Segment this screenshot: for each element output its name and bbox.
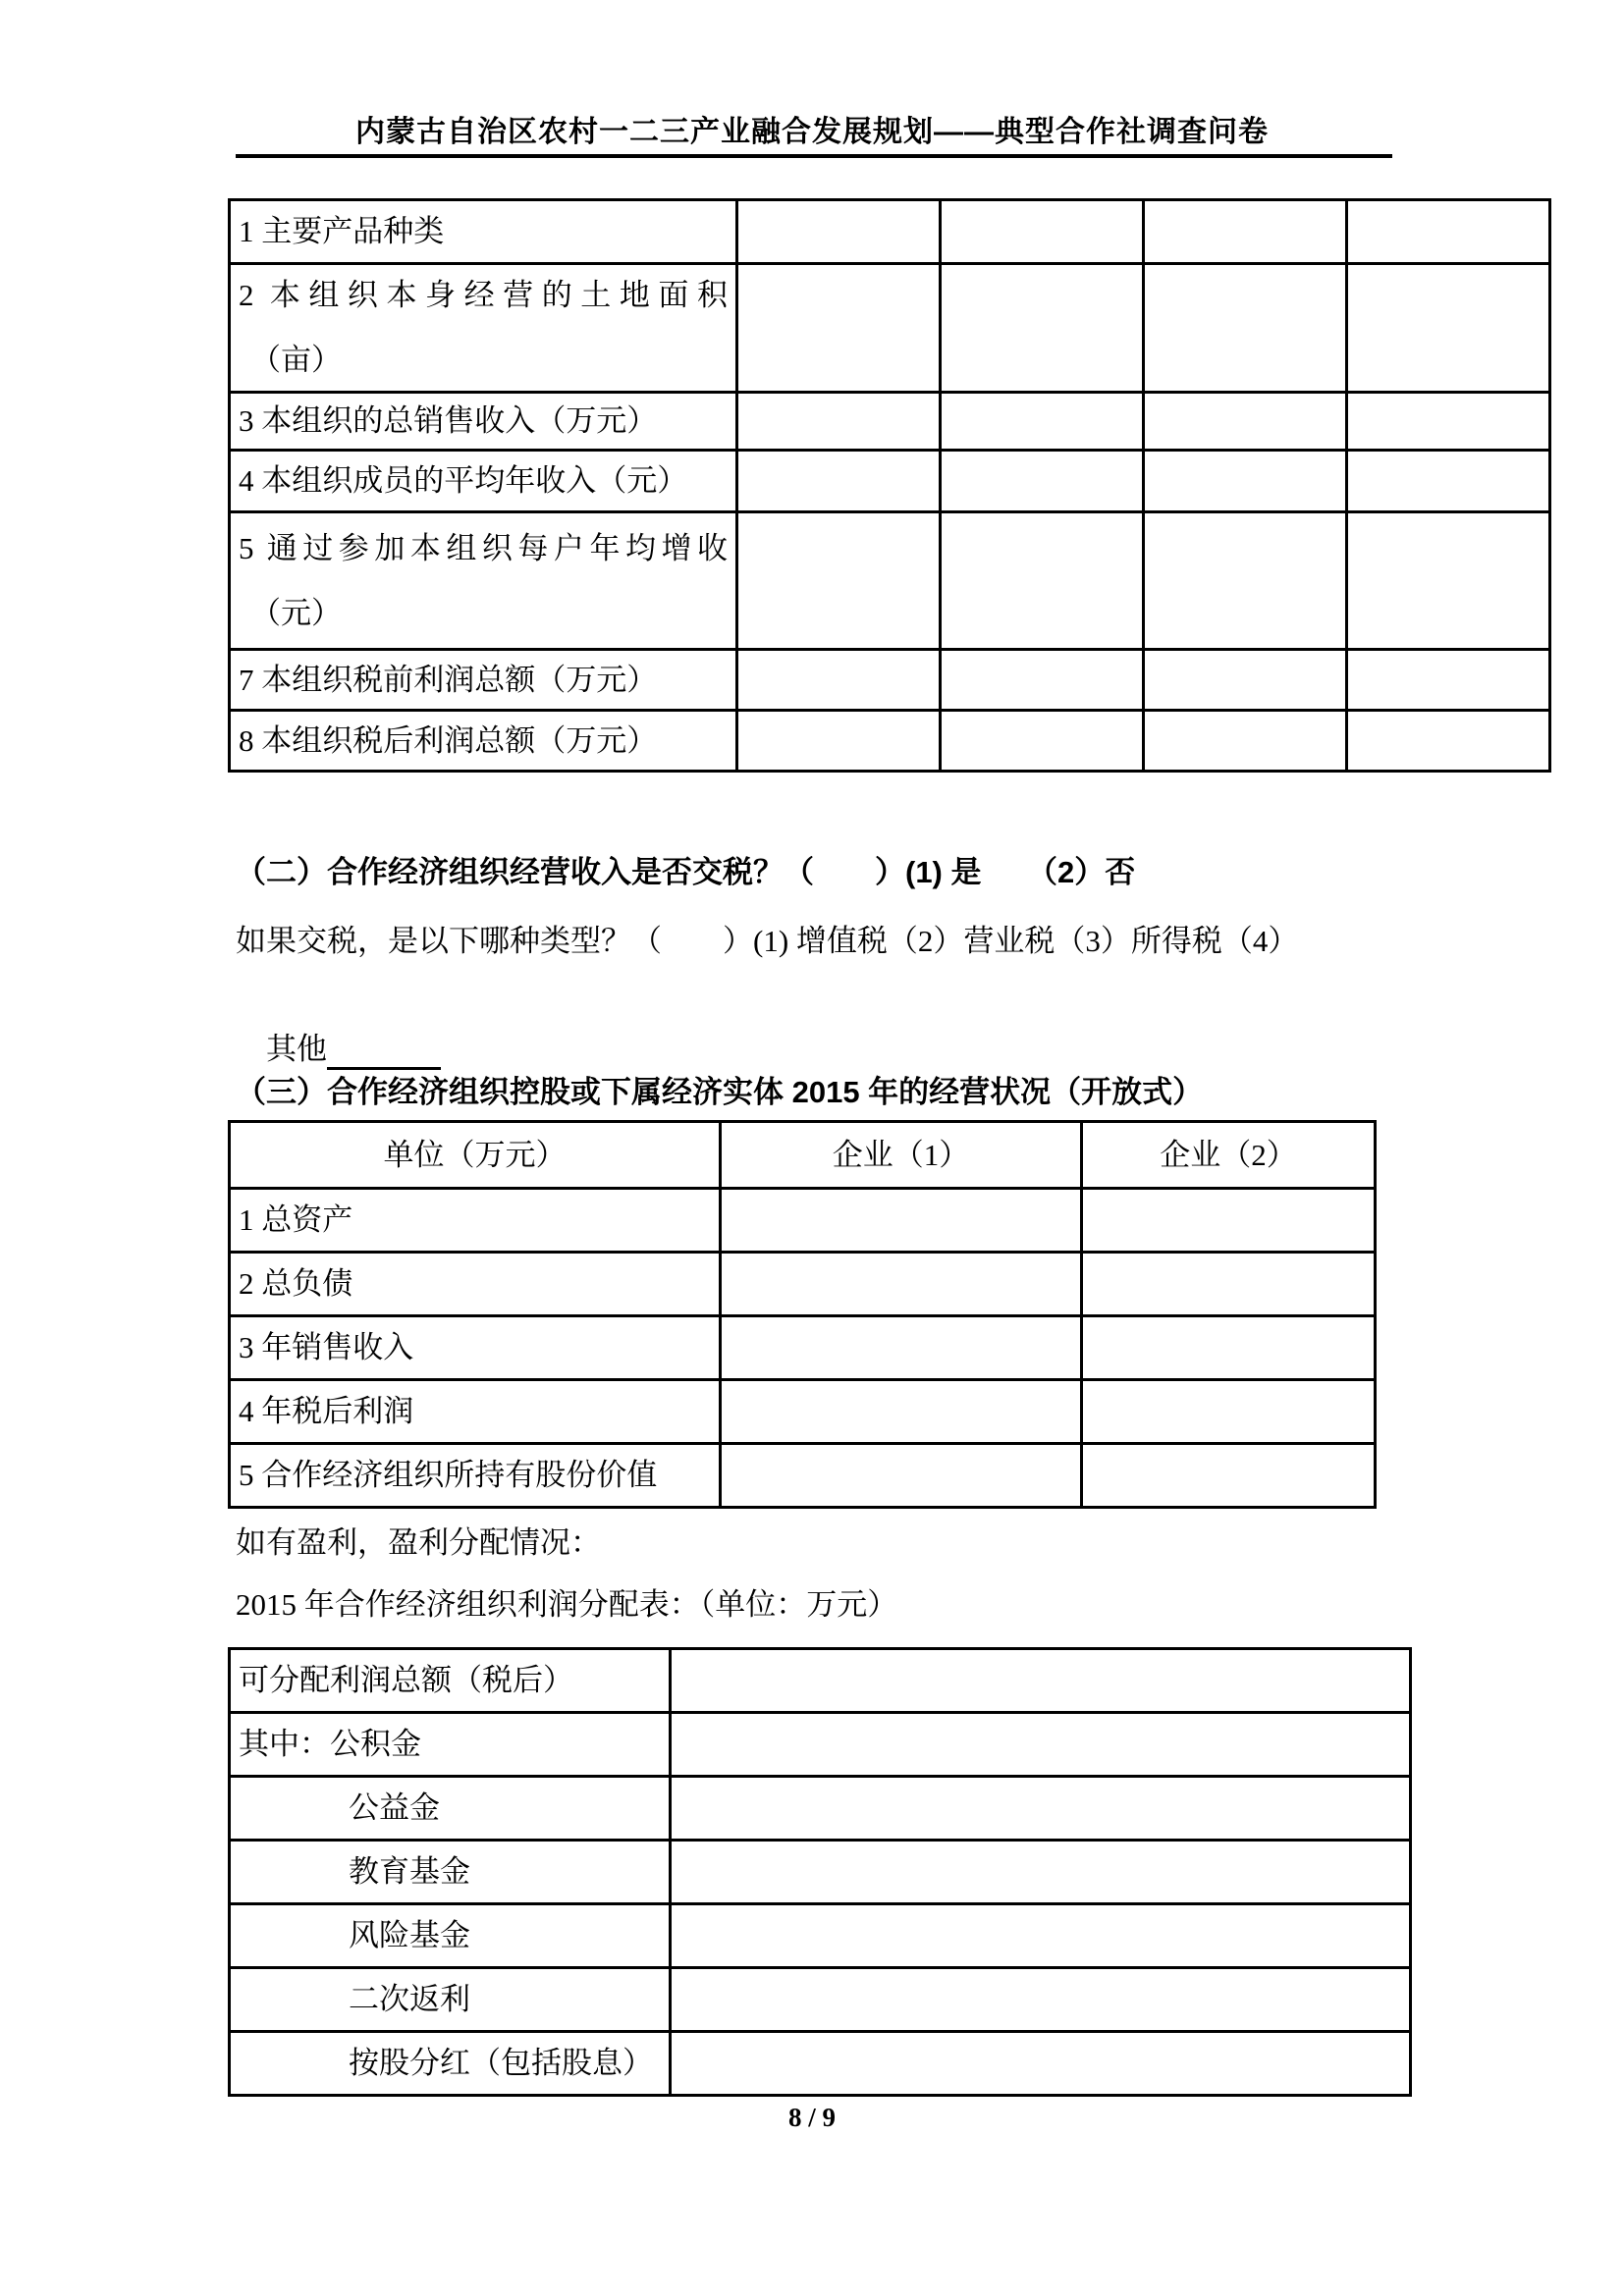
fill-in-cell[interactable] xyxy=(1347,200,1550,264)
fill-in-cell[interactable] xyxy=(737,200,941,264)
fill-in-cell[interactable] xyxy=(721,1253,1082,1316)
table-header-row xyxy=(230,1122,1376,1189)
fill-in-cell[interactable] xyxy=(1082,1253,1376,1316)
fill-in-cell[interactable] xyxy=(1082,1189,1376,1253)
fill-in-cell[interactable] xyxy=(1347,650,1550,711)
table-row xyxy=(230,2032,1411,2096)
row-label: 4 年税后利润 xyxy=(230,1380,721,1444)
row-label: 按股分红（包括股息） xyxy=(230,2032,671,2096)
page-number: 8 / 9 xyxy=(787,2103,836,2132)
fill-in-cell[interactable] xyxy=(1347,512,1550,650)
fill-in-cell[interactable] xyxy=(737,264,941,393)
table-row xyxy=(230,1841,1411,1904)
other-fill-in-blank[interactable] xyxy=(327,1032,441,1070)
fill-in-cell[interactable] xyxy=(1082,1380,1376,1444)
row-label: 3 本组织的总销售收入（万元） xyxy=(230,393,737,451)
row-label: 1 主要产品种类 xyxy=(230,200,737,264)
table-row xyxy=(230,264,1550,393)
profit-distribution-table xyxy=(228,1647,1412,2097)
table-row xyxy=(230,1189,1376,1253)
fill-in-cell[interactable] xyxy=(721,1316,1082,1380)
fill-in-cell[interactable] xyxy=(1082,1444,1376,1508)
section2-line2: 如果交税，是以下哪种类型？（ ）(1) 增值税（2）营业税（3）所得税（4） xyxy=(236,924,1299,958)
fill-in-cell[interactable] xyxy=(1347,264,1550,393)
row-label: 3 年销售收入 xyxy=(230,1316,721,1380)
operations-table xyxy=(228,198,1551,773)
fill-in-cell[interactable] xyxy=(671,1968,1411,2032)
enterprise-status-table xyxy=(228,1120,1377,1509)
table-row xyxy=(230,1713,1411,1777)
row-label: 其中：公积金 xyxy=(230,1713,671,1777)
table-row xyxy=(230,1777,1411,1841)
row-label: 2 总负债 xyxy=(230,1253,721,1316)
row-label: 5 合作经济组织所持有股份价值 xyxy=(230,1444,721,1508)
table-row xyxy=(230,1444,1376,1508)
profit-table-caption: 2015 年合作经济组织利润分配表：（单位：万元） xyxy=(236,1587,898,1622)
fill-in-cell[interactable] xyxy=(737,512,941,650)
fill-in-cell[interactable] xyxy=(671,1713,1411,1777)
fill-in-cell[interactable] xyxy=(941,711,1144,772)
fill-in-cell[interactable] xyxy=(941,451,1144,512)
table-row xyxy=(230,1316,1376,1380)
header-rule xyxy=(236,154,1392,158)
table-row xyxy=(230,650,1550,711)
fill-in-cell[interactable] xyxy=(671,1777,1411,1841)
fill-in-cell[interactable] xyxy=(737,650,941,711)
fill-in-cell[interactable] xyxy=(941,393,1144,451)
row-label: 二次返利 xyxy=(230,1968,671,2032)
table-row xyxy=(230,1904,1411,1968)
fill-in-cell[interactable] xyxy=(1144,451,1347,512)
profit-note: 如有盈利，盈利分配情况： xyxy=(236,1525,601,1560)
fill-in-cell[interactable] xyxy=(737,393,941,451)
fill-in-cell[interactable] xyxy=(941,200,1144,264)
row-label: 公益金 xyxy=(230,1777,671,1841)
table-row xyxy=(230,512,1550,650)
column-header: 企业（1） xyxy=(721,1122,1082,1189)
row-label: 1 总资产 xyxy=(230,1189,721,1253)
fill-in-cell[interactable] xyxy=(737,451,941,512)
table-row xyxy=(230,1253,1376,1316)
row-label: 8 本组织税后利润总额（万元） xyxy=(230,711,737,772)
fill-in-cell[interactable] xyxy=(671,1904,1411,1968)
section2-heading: （二）合作经济组织经营收入是否交税？（ ）(1) 是 （2）否 xyxy=(236,855,1136,889)
fill-in-cell[interactable] xyxy=(941,512,1144,650)
table-row xyxy=(230,393,1550,451)
table-row xyxy=(230,711,1550,772)
fill-in-cell[interactable] xyxy=(1347,393,1550,451)
fill-in-cell[interactable] xyxy=(671,2032,1411,2096)
fill-in-cell[interactable] xyxy=(737,711,941,772)
fill-in-cell[interactable] xyxy=(1144,200,1347,264)
fill-in-cell[interactable] xyxy=(1144,512,1347,650)
fill-in-cell[interactable] xyxy=(1144,711,1347,772)
fill-in-cell[interactable] xyxy=(721,1444,1082,1508)
section3-heading: （三）合作经济组织控股或下属经济实体 2015 年的经营状况（开放式） xyxy=(236,1075,1204,1109)
fill-in-cell[interactable] xyxy=(721,1380,1082,1444)
fill-in-cell[interactable] xyxy=(941,650,1144,711)
fill-in-cell[interactable] xyxy=(1144,393,1347,451)
column-header: 单位（万元） xyxy=(230,1122,721,1189)
table-row xyxy=(230,451,1550,512)
row-label: 风险基金 xyxy=(230,1904,671,1968)
other-label: 其他 xyxy=(266,1032,327,1066)
row-label: 可分配利润总额（税后） xyxy=(230,1649,671,1713)
fill-in-cell[interactable] xyxy=(721,1189,1082,1253)
fill-in-cell[interactable] xyxy=(1144,650,1347,711)
fill-in-cell[interactable] xyxy=(671,1649,1411,1713)
row-label: 5 通过参加本组织每户年均增收 （元） xyxy=(230,512,737,650)
page-title: 内蒙古自治区农村一二三产业融合发展规划——典型合作社调查问卷 xyxy=(355,116,1269,148)
fill-in-cell[interactable] xyxy=(1347,451,1550,512)
row-label: 4 本组织成员的平均年收入（元） xyxy=(230,451,737,512)
fill-in-cell[interactable] xyxy=(941,264,1144,393)
column-header: 企业（2） xyxy=(1082,1122,1376,1189)
row-label: 2 本组织本身经营的土地面积 （亩） xyxy=(230,264,737,393)
fill-in-cell[interactable] xyxy=(1144,264,1347,393)
table-row xyxy=(230,1649,1411,1713)
table-row xyxy=(230,1968,1411,2032)
row-label: 教育基金 xyxy=(230,1841,671,1904)
fill-in-cell[interactable] xyxy=(1082,1316,1376,1380)
row-label: 7 本组织税前利润总额（万元） xyxy=(230,650,737,711)
fill-in-cell[interactable] xyxy=(1347,711,1550,772)
table-row xyxy=(230,200,1550,264)
fill-in-cell[interactable] xyxy=(671,1841,1411,1904)
table-row xyxy=(230,1380,1376,1444)
